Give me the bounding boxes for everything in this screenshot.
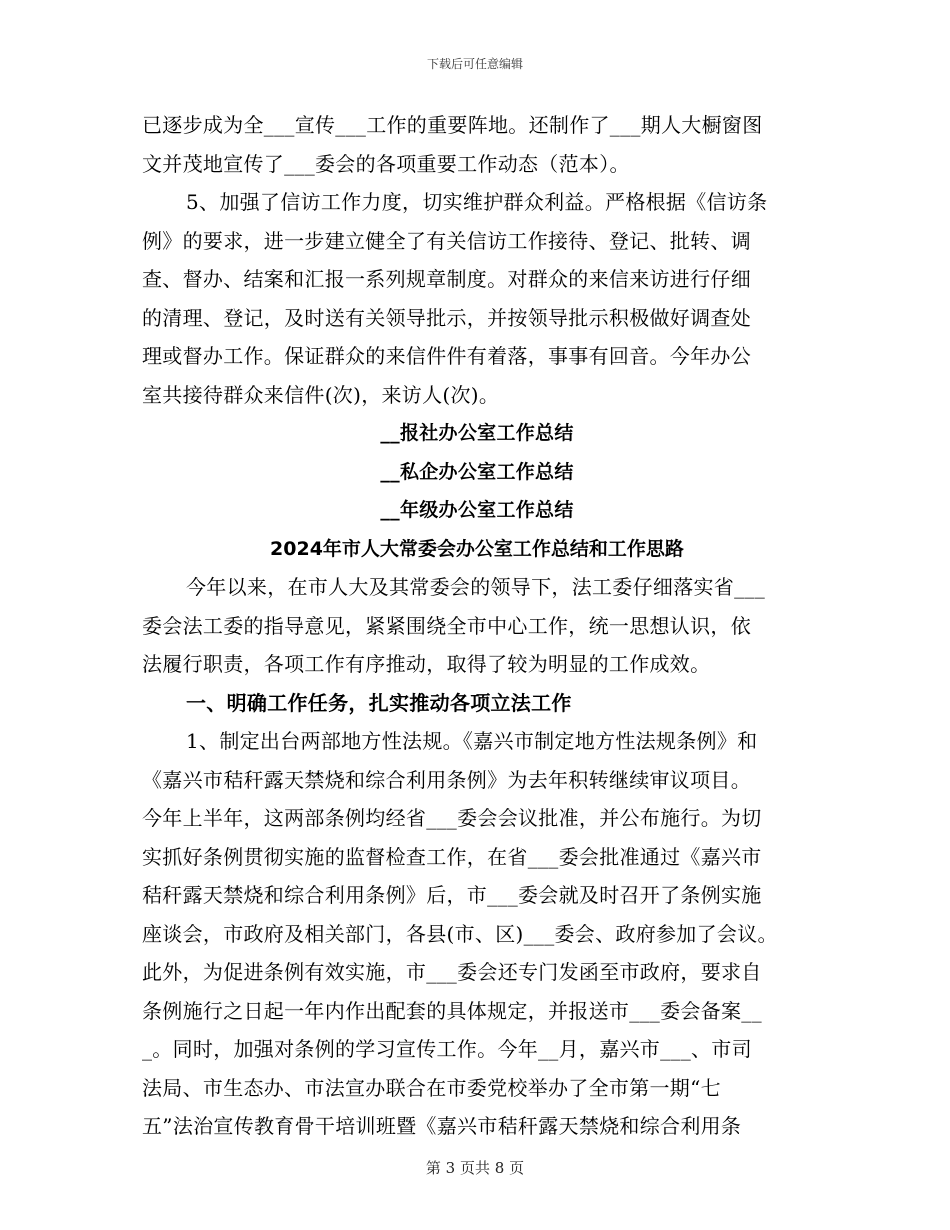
related-title-link[interactable]: __报社办公室工作总结 [380,422,574,444]
page-header: 下载后可任意编辑 [426,57,523,71]
body-line: 例》的要求，进一步建立健全了有关信访工作接待、登记、批转、调 [142,228,751,253]
related-title-link[interactable]: __年级办公室工作总结 [380,499,574,521]
section-line: 1、制定出台两部地方性法规。《嘉兴市制定地方性法规条例》和 [186,729,758,753]
section-heading: 一、明确工作任务，扎实推动各项立法工作 [186,690,572,715]
section-line: 秸秆露天禁烧和综合利用条例》后，市___委会就及时召开了条例实施 [142,883,762,907]
document-title: 2024年市人大常委会办公室工作总结和工作思路 [270,537,684,560]
intro-line: 委会法工委的指导意见，紧紧围绕全市中心工作，统一思想认识，依 [142,613,751,638]
section-line: 法局、市生态办、市法宣办联合在市委党校举办了全市第一期“七 [142,1075,721,1100]
section-line: 座谈会，市政府及相关部门，各县(市、区)___委会、政府参加了会议。 [142,921,778,946]
body-line: 的清理、登记，及时送有关领导批示，并按领导批示积极做好调查处 [142,305,751,330]
section-line: 此外，为促进条例有效实施，市___委会还专门发函至市政府，要求自 [142,960,762,984]
body-line: 5、加强了信访工作力度，切实维护群众利益。严格根据《信访条 [186,190,768,214]
section-line: 今年上半年，这两部条例均经省___委会会议批准，并公布施行。为切 [142,806,762,830]
section-line: 《嘉兴市秸秆露天禁烧和综合利用条例》为去年积转继续审议项目。 [142,767,751,792]
intro-line: 今年以来，在市人大及其常委会的领导下，法工委仔细落实省___ [186,575,765,599]
body-line: 室共接待群众来信件(次)，来访人(次)。 [142,382,500,407]
body-line: 文并茂地宣传了___委会的各项重要工作动态（范本）。 [142,151,630,176]
page-footer: 第 3 页共 8 页 [425,1159,525,1177]
body-line: 查、督办、结案和汇报一系列规章制度。对群众的来信来访进行仔细 [142,267,751,291]
document-body [142,106,812,1146]
intro-line: 法履行职责，各项工作有序推动，取得了较为明显的工作成效。 [142,652,711,676]
body-line: 理或督办工作。保证群众的来信件件有着落，事事有回音。今年办公 [142,344,751,368]
body-line: 已逐步成为全___宣传___工作的重要阵地。还制作了___期人大橱窗图 [142,113,763,137]
section-line: 条例施行之日起一年内作出配套的具体规定，并报送市___委会备案__ [142,998,762,1023]
section-line: _。同时，加强对条例的学习宣传工作。今年__月，嘉兴市___、市司 [142,1037,752,1061]
section-line: 实抓好条例贯彻实施的监督检查工作，在省___委会批准通过《嘉兴市 [142,844,762,869]
section-line: 五”法治宣传教育骨干培训班暨《嘉兴市秸秆露天禁烧和综合利用条 [142,1114,742,1138]
related-title-link[interactable]: __私企办公室工作总结 [380,460,574,483]
